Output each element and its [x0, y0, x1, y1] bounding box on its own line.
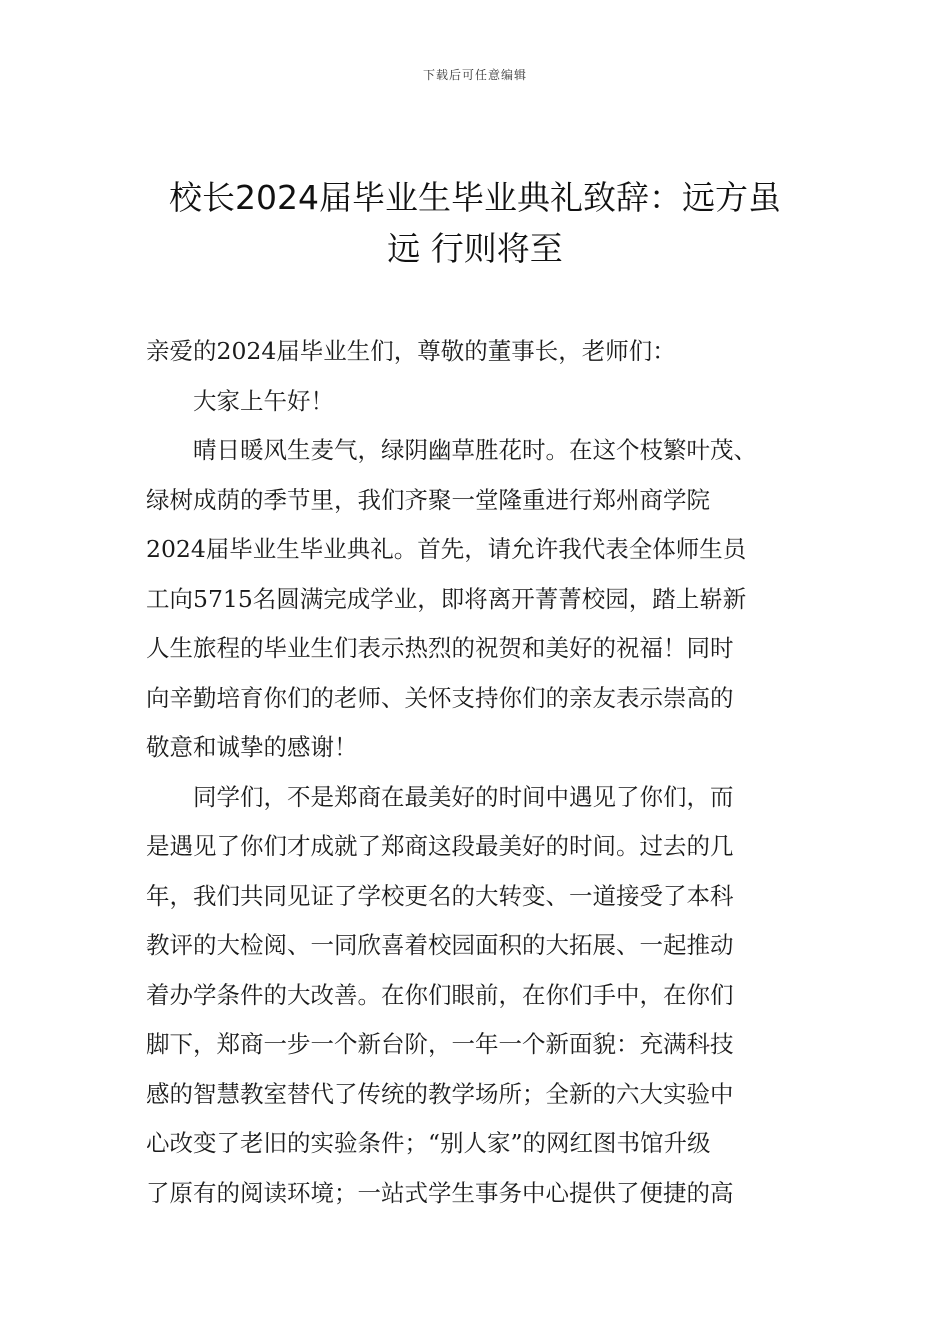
paragraph-line: 2024届毕业生毕业典礼。首先，请允许我代表全体师生员 [146, 535, 747, 563]
body-text [146, 327, 816, 1218]
paragraph-line: 是遇见了你们才成就了郑商这段最美好的时间。过去的几 [146, 832, 734, 860]
paragraph-line: 同学们，不是郑商在最美好的时间中遇见了你们，而 [193, 782, 734, 811]
paragraph-line: 向辛勤培育你们的老师、关怀支持你们的亲友表示崇高的 [146, 683, 734, 712]
paragraph-line: 教评的大检阅、一同欣喜着校园面积的大拓展、一起推动 [146, 931, 734, 959]
title-line-2: 远 行则将至 [387, 229, 563, 268]
document-title [120, 172, 830, 274]
paragraph-line: 绿树成荫的季节里，我们齐聚一堂隆重进行郑州商学院 [146, 485, 710, 514]
paragraph-line: 工向5715名圆满完成学业，即将离开菁菁校园，踏上崭新 [146, 584, 747, 613]
paragraph-line: 敬意和诚挚的感谢！ [146, 733, 358, 761]
paragraph-line: 了原有的阅读环境；一站式学生事务中心提供了便捷的高 [146, 1178, 734, 1207]
paragraph-line: 脚下，郑商一步一个新台阶，一年一个新面貌：充满科技 [146, 1030, 734, 1058]
paragraph-line: 晴日暖风生麦气，绿阴幽草胜花时。在这个枝繁叶茂、 [193, 436, 757, 464]
paragraph-line: 感的智慧教室替代了传统的教学场所；全新的六大实验中 [146, 1079, 734, 1108]
paragraph-line: 人生旅程的毕业生们表示热烈的祝贺和美好的祝福！同时 [146, 634, 734, 662]
salutation-line: 亲爱的2024届毕业生们，尊敬的董事长，老师们： [146, 337, 676, 365]
header-note: 下载后可任意编辑 [422, 68, 527, 82]
greeting-line: 大家上午好！ [193, 386, 334, 415]
title-line-1: 校长2024届毕业生毕业典礼致辞：远方虽 [169, 178, 781, 217]
paragraph-line: 年，我们共同见证了学校更名的大转变、一道接受了本科 [146, 881, 734, 910]
paragraph-line: 着办学条件的大改善。在你们眼前，在你们手中，在你们 [146, 980, 734, 1009]
paragraph-line: 心改变了老旧的实验条件；“别人家”的网红图书馆升级 [146, 1129, 711, 1157]
